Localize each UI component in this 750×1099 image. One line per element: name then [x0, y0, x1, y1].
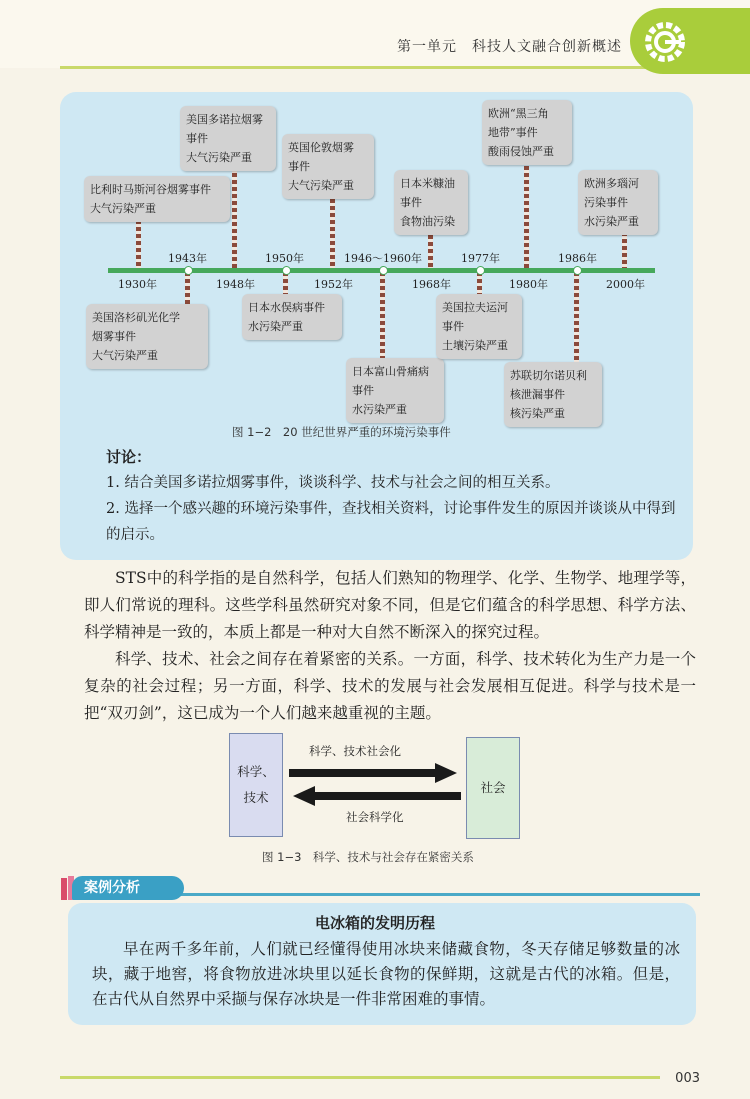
- case-divider: [180, 893, 700, 896]
- event-box: 欧洲“黑三角 地带”事件 酸雨侵蚀严重: [482, 100, 572, 165]
- event-pole: [330, 192, 335, 270]
- figure-caption: 图 1−3 科学、技术与社会存在紧密关系: [262, 850, 474, 864]
- event-pole: [232, 166, 237, 270]
- case-text: 早在两千多年前，人们就已经懂得使用冰块来储藏食物，冬天存储足够数量的冰块，藏于地窖，将食物放进冰块里以延长食物的保鲜期，这就是古代的冰箱。但是，在古代从自然界中采撷与保存冰块是一件非常困难的事情。: [92, 940, 680, 1008]
- event-pole: [283, 272, 288, 296]
- year-label: 1977年: [461, 252, 500, 265]
- arrow-right: [289, 763, 457, 783]
- event-box: 苏联切尔诺贝利 核泄漏事件 核污染严重: [504, 362, 602, 427]
- science-technology-box: 科学、 技术: [229, 733, 283, 837]
- bidirectional-arrows: [285, 760, 465, 810]
- event-pole: [622, 232, 627, 270]
- gear-badge: [630, 8, 750, 74]
- case-title: 电冰箱的发明历程: [314, 914, 435, 932]
- year-label: 1986年: [558, 252, 597, 265]
- body-paragraph: STS中的科学指的是自然科学，包括人们熟知的物理学、化学、生物学、地理学等，即人们常说的理科。这些学科虽然研究对象不同，但是它们蕴含的科学思想、科学方法、科学精神是一致的，本质上都是一种对大自然不断深入的探究过程。: [84, 569, 696, 641]
- header-divider: [60, 66, 680, 69]
- year-label: 1980年: [509, 278, 548, 291]
- timeline-marker: [573, 266, 582, 275]
- timeline-marker: [184, 266, 193, 275]
- footer-divider: [60, 1076, 660, 1079]
- gear-icon: [640, 12, 690, 68]
- year-label: 1946～1960年: [344, 252, 422, 265]
- event-pole: [380, 272, 385, 360]
- figure-caption: 图 1−2 20 世纪世界严重的环境污染事件: [232, 425, 451, 439]
- page-number: 003: [675, 1071, 700, 1086]
- discussion-item: 2. 选择一个感兴趣的环境污染事件，查找相关资料，讨论事件发生的原因并谈谈从中得到的启示。: [106, 501, 676, 543]
- body-paragraph: 科学、技术、社会之间存在着紧密的关系。一方面，科学、技术转化为生产力是一个复杂的社会过程；另一方面，科学、技术的发展与社会发展相互促进。科学与技术是一把“双刃剑”，这已成为一个人们越来越重视的主题。: [84, 650, 696, 722]
- year-label: 1950年: [265, 252, 304, 265]
- event-box: 英国伦敦烟雾 事件 大气污染严重: [282, 134, 374, 199]
- year-label: 1930年: [118, 278, 157, 291]
- event-box: 日本富山骨痛病 事件 水污染严重: [346, 358, 444, 423]
- timeline-marker: [379, 266, 388, 275]
- event-box: 比利时马斯河谷烟雾事件 大气污染严重: [84, 176, 230, 222]
- case-analysis-tag: 案例分析: [72, 876, 184, 900]
- arrow-label-bottom: 社会科学化: [346, 810, 404, 824]
- year-label: 1948年: [216, 278, 255, 291]
- event-pole: [136, 220, 141, 270]
- event-pole: [477, 272, 482, 296]
- unit-title: 第一单元 科技人文融合创新概述: [397, 39, 622, 55]
- year-label: 2000年: [606, 278, 645, 291]
- event-box: 日本米糠油 事件 食物油污染: [394, 170, 468, 235]
- event-box: 美国拉夫运河 事件 土壤污染严重: [436, 294, 522, 359]
- event-pole: [185, 272, 190, 307]
- event-box: 欧洲多瑙河 污染事件 水污染严重: [578, 170, 658, 235]
- discussion-title: 讨论：: [106, 448, 152, 466]
- event-pole: [524, 166, 529, 270]
- event-box: 美国洛杉矶光化学 烟雾事件 大气污染严重: [86, 304, 208, 369]
- year-label: 1943年: [168, 252, 207, 265]
- timeline-marker: [476, 266, 485, 275]
- event-box: 美国多诺拉烟雾 事件 大气污染严重: [180, 106, 276, 171]
- society-box: 社会: [466, 737, 520, 839]
- event-box: 日本水俣病事件 水污染严重: [242, 294, 342, 340]
- arrow-label-top: 科学、技术社会化: [309, 744, 401, 758]
- year-label: 1952年: [314, 278, 353, 291]
- year-label: 1968年: [412, 278, 451, 291]
- event-pole: [574, 272, 579, 364]
- timeline-marker: [282, 266, 291, 275]
- arrow-left: [293, 786, 461, 806]
- discussion-item: 1. 结合美国多诺拉烟雾事件，谈谈科学、技术与社会之间的相互关系。: [106, 475, 560, 491]
